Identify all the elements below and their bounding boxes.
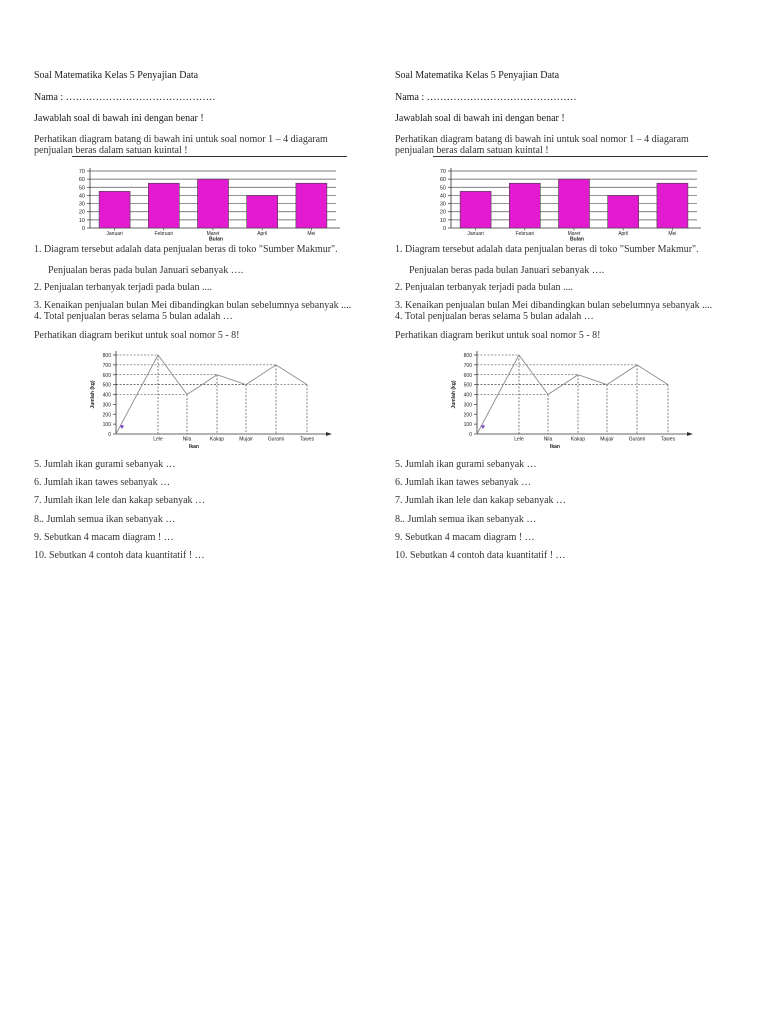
x-axis-label: Ikan (549, 444, 561, 450)
y-tick-label: 0 (469, 432, 472, 438)
y-tick-label: 500 (102, 382, 111, 389)
question-7: 7. Jumlah ikan lele dan kakap sebanyak … (395, 495, 567, 506)
x-tick-label: Januari (106, 231, 123, 237)
x-tick-label: Lele (153, 436, 163, 443)
y-tick-label: 400 (463, 392, 472, 399)
x-tick-label: Kakap (570, 436, 586, 443)
question-1b: Penjualan beras pada bulan Januari sebanyak …. (48, 265, 244, 276)
question-3: 3. Kenaikan penjualan bulan Mei dibandingkan bulan sebelumnya sebanyak .... (395, 300, 713, 311)
x-axis-label: Ikan (188, 444, 200, 450)
y-tick-label: 30 (78, 201, 85, 208)
x-tick-label: Tawes (299, 436, 315, 443)
y-tick-label: 300 (102, 402, 111, 409)
bar (99, 191, 130, 228)
y-tick-label: 20 (439, 209, 446, 216)
question-6: 6. Jumlah ikan tawes sebanyak … (395, 477, 532, 488)
question-10: 10. Sebutkan 4 contoh data kuantitatif ! … (395, 550, 566, 561)
question-7: 7. Jumlah ikan lele dan kakap sebanyak … (34, 495, 206, 506)
x-tick-label: Kakap (209, 436, 225, 443)
question-8: 8.. Jumlah semua ikan sebanyak … (395, 514, 537, 525)
x-tick-label: Januari (467, 231, 484, 237)
worksheet-right (395, 0, 745, 600)
question-8: 8.. Jumlah semua ikan sebanyak … (34, 514, 176, 525)
instruction: Jawablah soal di bawah ini dengan benar ! (395, 113, 565, 124)
y-tick-label: 60 (78, 177, 85, 184)
bar (460, 191, 491, 228)
bar-chart-intro: Perhatikan diagram batang di bawah ini untuk soal nomor 1 – 4 diagaram penjualan beras dalam satuan kuintal ! (395, 134, 689, 156)
question-4: 4. Total penjualan beras selama 5 bulan adalah … (395, 311, 594, 322)
x-tick-label: Mei (668, 231, 677, 237)
line-chart-intro: Perhatikan diagram berikut untuk soal nomor 5 - 8! (395, 330, 601, 341)
instruction: Jawablah soal di bawah ini dengan benar ! (34, 113, 204, 124)
question-2: 2. Penjualan terbanyak terjadi pada bulan .... (395, 282, 573, 293)
question-5: 5. Jumlah ikan gurami sebanyak … (34, 459, 176, 470)
x-tick-label: Nila (182, 436, 192, 443)
bar-chart-intro: Perhatikan diagram batang di bawah ini untuk soal nomor 1 – 4 diagaram penjualan beras dalam satuan kuintal ! (34, 134, 328, 156)
y-tick-label: 700 (463, 362, 472, 369)
x-tick-label: Maret (567, 231, 581, 237)
bar (198, 179, 229, 228)
y-axis-label: Jumlah (kg) (90, 380, 96, 409)
y-tick-label: 500 (463, 382, 472, 389)
y-tick-label: 400 (102, 392, 111, 399)
bar-chart (419, 164, 709, 244)
question-4: 4. Total penjualan beras selama 5 bulan adalah … (34, 311, 233, 322)
x-tick-label: April (257, 231, 268, 237)
x-axis-arrow (687, 432, 693, 436)
y-tick-label: 30 (439, 201, 446, 208)
bar (247, 195, 278, 228)
question-1: 1. Diagram tersebut adalah data penjualan beras di toko "Sumber Makmur". (395, 244, 699, 255)
y-tick-label: 50 (78, 185, 85, 192)
question-9: 9. Sebutkan 4 macam diagram ! … (34, 532, 174, 543)
x-tick-label: Februari (154, 231, 174, 237)
x-tick-label: Tawes (660, 436, 676, 443)
intro-underline (72, 156, 347, 157)
y-axis-label: Jumlah (kg) (451, 380, 457, 409)
question-3: 3. Kenaikan penjualan bulan Mei dibandingkan bulan sebelumnya sebanyak .... (34, 300, 352, 311)
y-tick-label: 200 (102, 412, 111, 419)
name-line: Nama : ……………………………………… (395, 92, 577, 103)
y-tick-label: 60 (439, 177, 446, 184)
x-tick-label: Maret (206, 231, 220, 237)
y-tick-label: 600 (463, 372, 472, 379)
question-1: 1. Diagram tersebut adalah data penjualan beras di toko "Sumber Makmur". (34, 244, 338, 255)
x-tick-label: Gurami (267, 436, 285, 443)
legend-marker: ♥ (119, 424, 125, 431)
bar (509, 183, 540, 228)
y-tick-label: 0 (442, 226, 446, 232)
y-tick-label: 200 (463, 412, 472, 419)
y-tick-label: 800 (463, 353, 472, 359)
bar (657, 183, 688, 228)
x-tick-label: Mujair (239, 436, 253, 443)
y-tick-label: 10 (439, 217, 446, 224)
x-tick-label: Februari (515, 231, 535, 237)
x-tick-label: Gurami (628, 436, 646, 443)
name-line: Nama : ……………………………………… (34, 92, 216, 103)
question-6: 6. Jumlah ikan tawes sebanyak … (34, 477, 171, 488)
bar (608, 195, 639, 228)
y-tick-label: 100 (102, 422, 111, 429)
y-tick-label: 20 (78, 209, 85, 216)
y-tick-label: 40 (439, 193, 446, 200)
worksheet-title: Soal Matematika Kelas 5 Penyajian Data (34, 70, 199, 81)
x-axis-label: Bulan (209, 236, 223, 243)
x-tick-label: Nila (543, 436, 553, 443)
line-chart (451, 346, 713, 452)
legend-marker: ♥ (480, 424, 486, 431)
x-tick-label: Mei (307, 231, 316, 237)
y-tick-label: 0 (108, 432, 111, 438)
y-tick-label: 40 (78, 193, 85, 200)
y-tick-label: 600 (102, 372, 111, 379)
x-tick-label: Lele (514, 436, 524, 443)
question-10: 10. Sebutkan 4 contoh data kuantitatif ! … (34, 550, 205, 561)
line-chart (90, 346, 352, 452)
bar (148, 183, 179, 228)
y-tick-label: 700 (102, 362, 111, 369)
question-1b: Penjualan beras pada bulan Januari sebanyak …. (409, 265, 605, 276)
x-tick-label: Mujair (600, 436, 614, 443)
x-axis-label: Bulan (570, 236, 584, 243)
question-9: 9. Sebutkan 4 macam diagram ! … (395, 532, 535, 543)
y-tick-label: 800 (102, 353, 111, 359)
question-5: 5. Jumlah ikan gurami sebanyak … (395, 459, 537, 470)
worksheet-title: Soal Matematika Kelas 5 Penyajian Data (395, 70, 560, 81)
y-tick-label: 70 (439, 169, 446, 175)
question-2: 2. Penjualan terbanyak terjadi pada bulan .... (34, 282, 212, 293)
y-tick-label: 10 (78, 217, 85, 224)
x-tick-label: April (618, 231, 629, 237)
intro-underline (433, 156, 708, 157)
line-chart-intro: Perhatikan diagram berikut untuk soal nomor 5 - 8! (34, 330, 240, 341)
y-tick-label: 0 (81, 226, 85, 232)
y-tick-label: 70 (78, 169, 85, 175)
bar (296, 183, 327, 228)
y-tick-label: 300 (463, 402, 472, 409)
y-tick-label: 50 (439, 185, 446, 192)
bar (559, 179, 590, 228)
bar-chart (58, 164, 348, 244)
worksheet-left (34, 0, 384, 600)
y-tick-label: 100 (463, 422, 472, 429)
x-axis-arrow (326, 432, 332, 436)
